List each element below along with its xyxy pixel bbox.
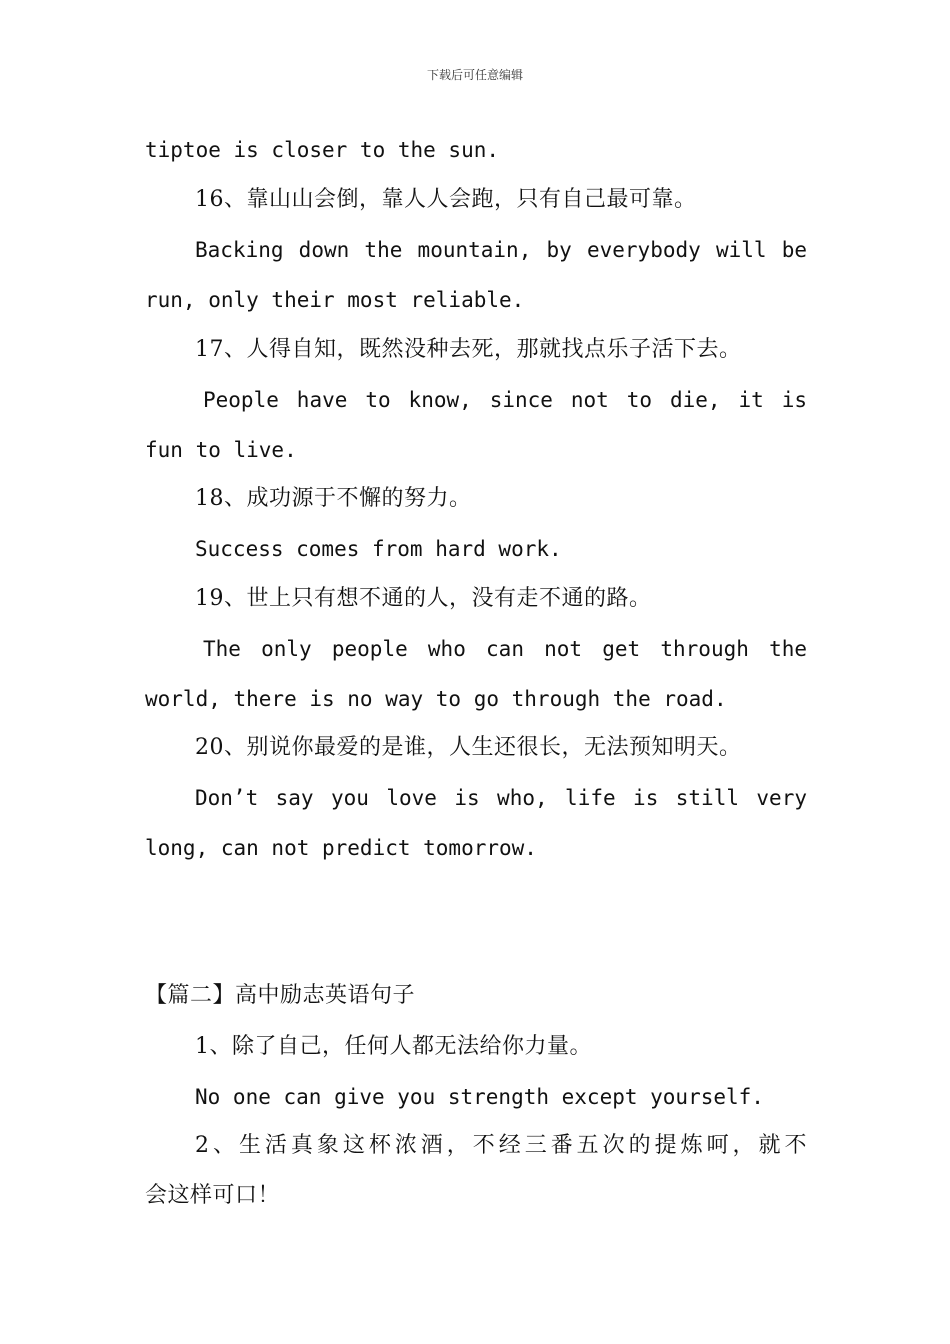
quote-17-english-1: People have to know, since not to die, it is: [203, 388, 807, 412]
quote-19-english-2: world, there is no way to go through the road.: [145, 687, 727, 711]
quote-20-english-1: Don’t say you love is who, life is still very: [195, 786, 807, 810]
quote-1-english: No one can give you strength except yourself.: [195, 1085, 764, 1109]
quote-19-chinese: 19、世上只有想不通的人，没有走不通的路。: [195, 586, 652, 611]
quote-2-chinese-1: 2、生活真象这杯浓酒，不经三番五次的提炼呵，就不: [195, 1133, 807, 1158]
page-header: 下载后可任意编辑: [426, 68, 523, 82]
section-heading: 【篇二】高中励志英语句子: [145, 983, 416, 1008]
quote-18-english: Success comes from hard work.: [195, 537, 562, 561]
quote-17-english-2: fun to live.: [145, 438, 297, 462]
quote-19-english-1: The only people who can not get through the: [203, 637, 807, 661]
quote-1-chinese: 1、除了自己，任何人都无法给你力量。: [195, 1034, 592, 1059]
quote-20-english-2: long, can not predict tomorrow.: [145, 836, 537, 860]
quote-18-chinese: 18、成功源于不懈的努力。: [195, 486, 472, 511]
quote-17-chinese: 17、人得自知，既然没种去死，那就找点乐子活下去。: [195, 337, 742, 362]
english-line: tiptoe is closer to the sun.: [145, 138, 500, 162]
quote-16-chinese: 16、靠山山会倒，靠人人会跑，只有自己最可靠。: [195, 187, 697, 212]
quote-16-english-1: Backing down the mountain, by everybody will be: [195, 238, 807, 262]
quote-20-chinese: 20、别说你最爱的是谁，人生还很长，无法预知明天。: [195, 735, 742, 760]
quote-16-english-2: run, only their most reliable.: [145, 288, 525, 312]
quote-2-chinese-2: 会这样可口！: [145, 1183, 281, 1208]
